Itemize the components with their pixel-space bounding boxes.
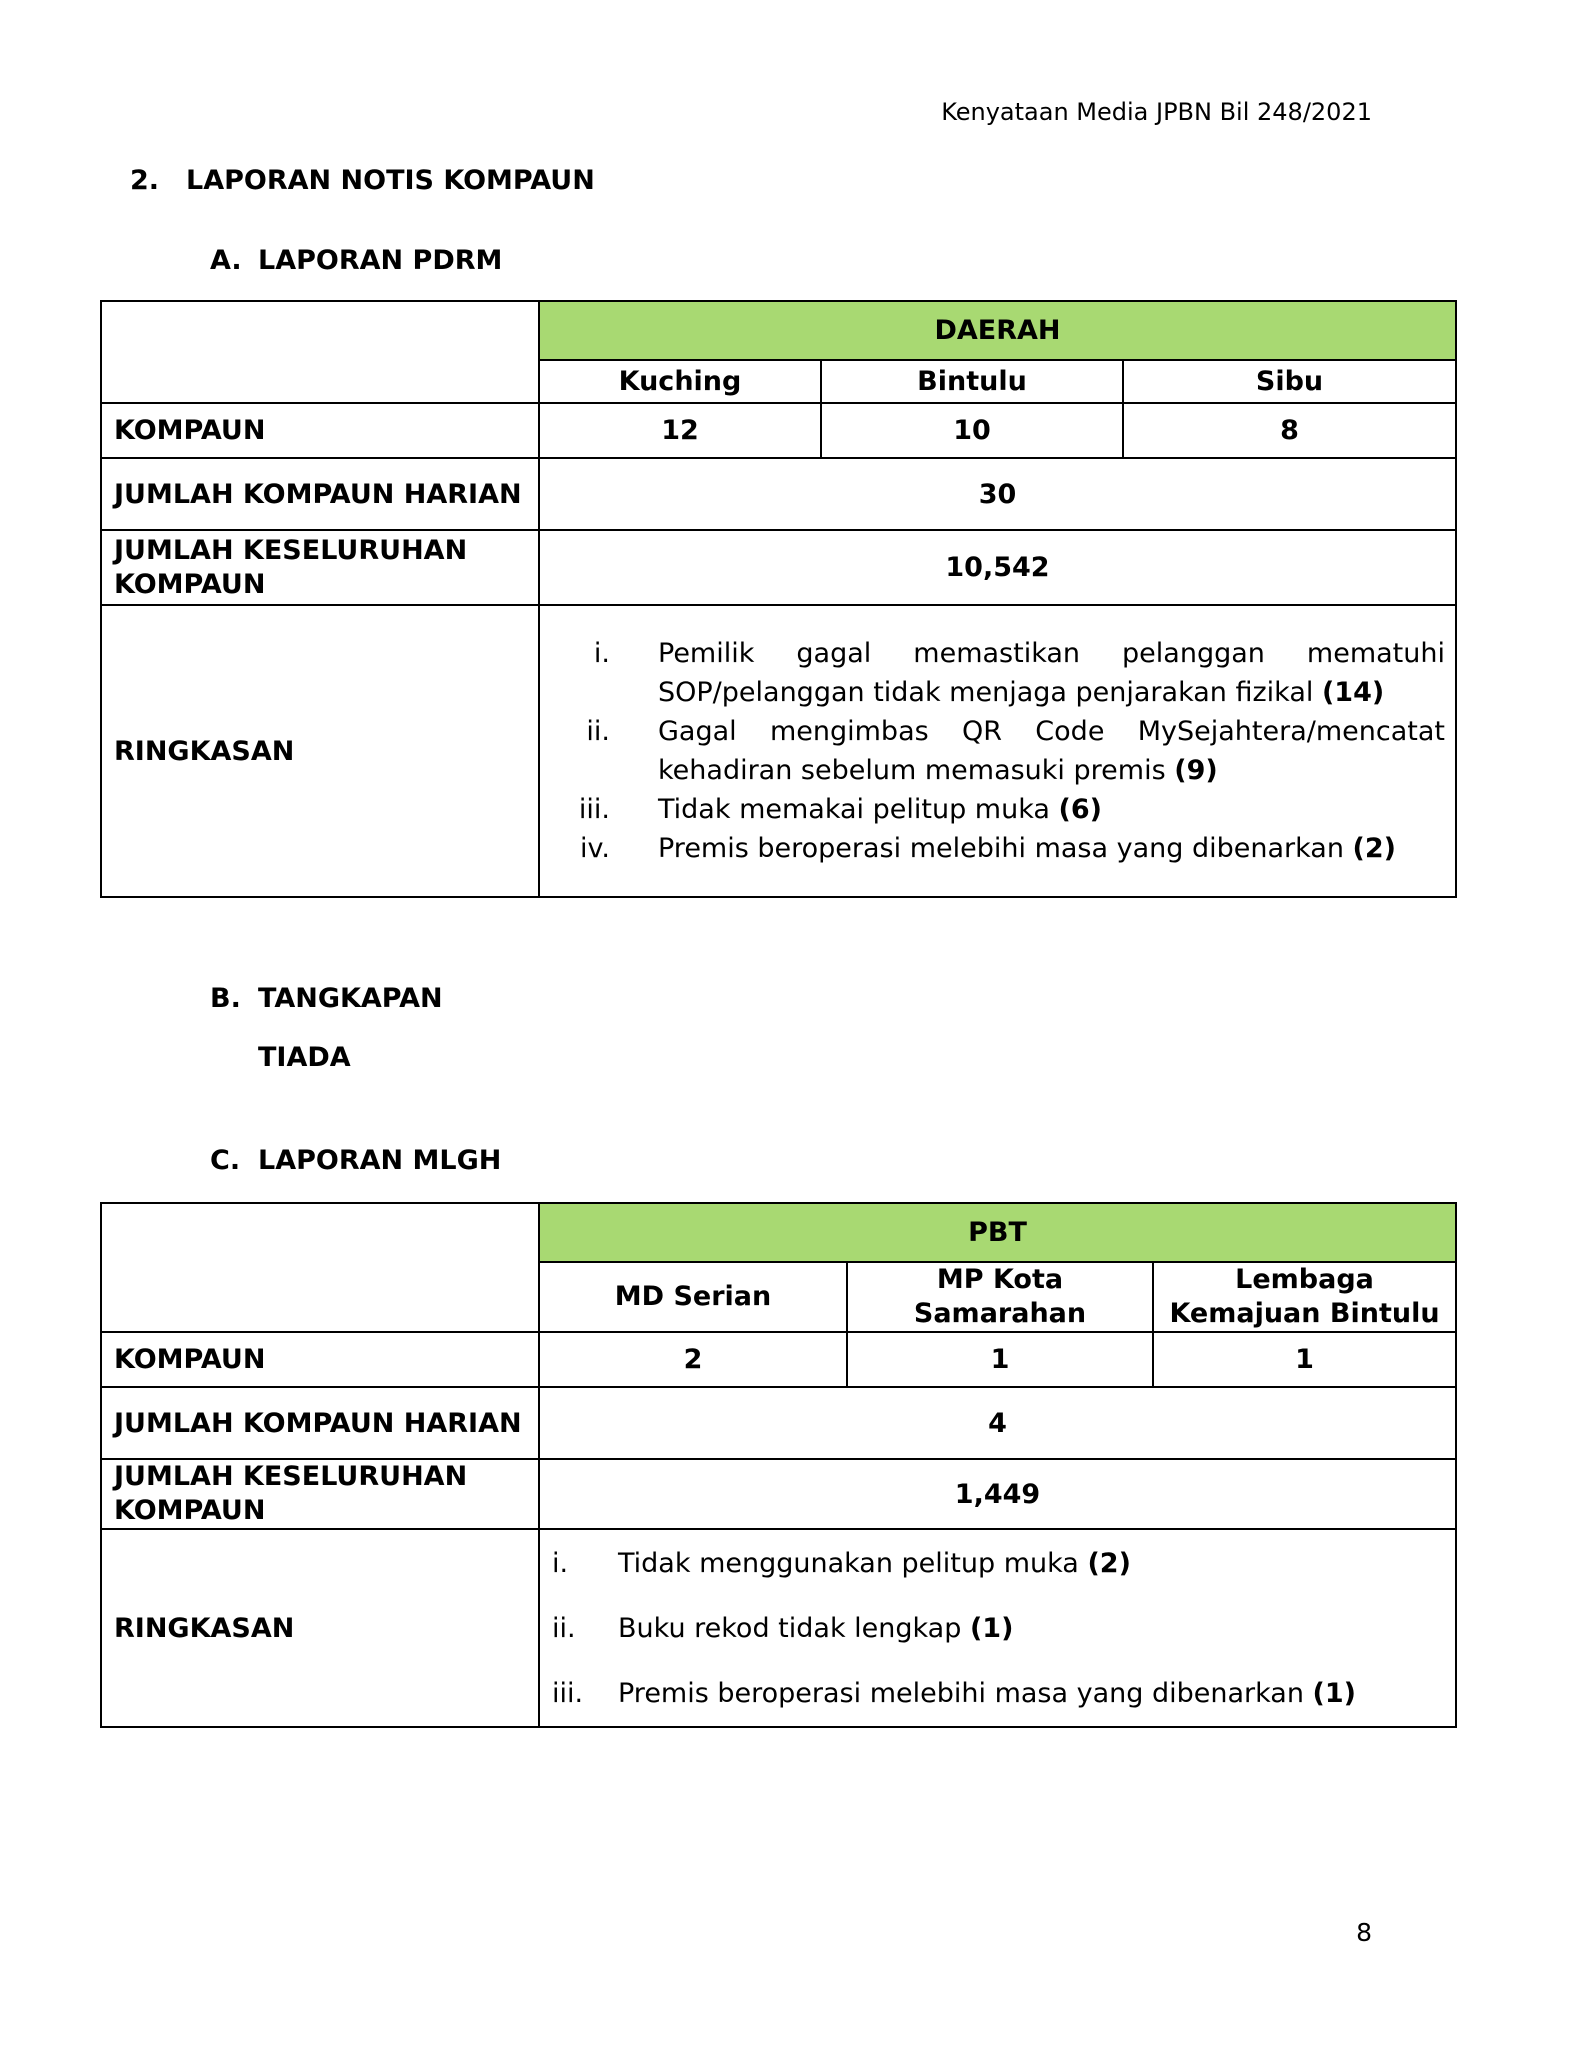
mlgh-col-header: MP Kota Samarahan	[847, 1262, 1153, 1332]
part-a-title: LAPORAN PDRM	[258, 245, 503, 276]
pdrm-keseluruhan-label	[101, 530, 539, 605]
pdrm-harian-label: JUMLAH KOMPAUN HARIAN	[101, 458, 539, 530]
list-item: iv. Premis beroperasi melebihi masa yang dibenarkan (2)	[580, 833, 1396, 864]
pdrm-kompaun-value: 8	[1123, 403, 1456, 458]
pdrm-ringkasan-cell	[539, 605, 1456, 897]
page-number: 8	[1356, 1918, 1372, 1947]
mlgh-ringkasan-list	[540, 1531, 1455, 1726]
part-c-heading	[210, 1145, 501, 1176]
mlgh-keseluruhan-label	[101, 1459, 539, 1529]
document-reference: Kenyataan Media JPBN Bil 248/2021	[941, 98, 1372, 126]
part-a-heading	[210, 245, 502, 276]
mlgh-col-header: MD Serian	[539, 1262, 847, 1332]
mlgh-ringkasan-label: RINGKASAN	[101, 1529, 539, 1727]
part-b-value: TIADA	[258, 1042, 351, 1073]
mlgh-ringkasan-cell	[539, 1529, 1456, 1727]
mlgh-col-header: Lembaga Kemajuan Bintulu	[1153, 1262, 1456, 1332]
section-title: LAPORAN NOTIS KOMPAUN	[186, 165, 595, 196]
mlgh-harian-label: JUMLAH KOMPAUN HARIAN	[101, 1387, 539, 1459]
pdrm-keseluruhan-label-line2: KOMPAUN	[114, 568, 266, 600]
pdrm-table	[100, 300, 1457, 898]
pdrm-col-header: Bintulu	[821, 360, 1123, 403]
pdrm-col-header: Kuching	[539, 360, 821, 403]
mlgh-group-header: PBT	[539, 1203, 1456, 1262]
part-b-letter: B.	[210, 983, 241, 1014]
part-c-title: LAPORAN MLGH	[258, 1145, 502, 1176]
pdrm-keseluruhan-label-line1: JUMLAH KESELURUHAN	[114, 534, 468, 566]
pdrm-ringkasan-list	[540, 634, 1455, 868]
mlgh-keseluruhan-label-line1: JUMLAH KESELURUHAN	[114, 1461, 468, 1492]
mlgh-corner-cell	[101, 1203, 539, 1332]
list-item: ii. Buku rekod tidak lengkap (1)	[552, 1612, 1014, 1644]
pdrm-harian-value: 30	[539, 458, 1456, 530]
pdrm-group-header: DAERAH	[539, 301, 1456, 360]
part-b-heading	[210, 983, 443, 1014]
part-c-letter: C.	[210, 1145, 241, 1176]
pdrm-kompaun-value: 10	[821, 403, 1123, 458]
mlgh-kompaun-label: KOMPAUN	[101, 1332, 539, 1387]
mlgh-table	[100, 1202, 1457, 1728]
list-item: iii. Premis beroperasi melebihi masa yang dibenarkan (1)	[552, 1677, 1356, 1709]
mlgh-kompaun-value: 1	[847, 1332, 1153, 1387]
section-heading	[130, 165, 595, 196]
pdrm-ringkasan-label: RINGKASAN	[101, 605, 539, 897]
list-item: iii. Tidak memakai pelitup muka (6)	[578, 794, 1102, 825]
list-item: i. Tidak menggunakan pelitup muka (2)	[552, 1547, 1131, 1579]
mlgh-harian-value: 4	[539, 1387, 1456, 1459]
list-item: ii. Gagal mengimbas QR Code MySejahtera/mencatat kehadiran sebelum memasuki premis (9)	[586, 716, 1445, 786]
list-item: i. Pemilik gagal memastikan pelanggan mematuhi SOP/pelanggan tidak menjaga penjarakan fizikal (14)	[593, 638, 1445, 708]
pdrm-col-header: Sibu	[1123, 360, 1456, 403]
pdrm-keseluruhan-value: 10,542	[539, 530, 1456, 605]
mlgh-keseluruhan-value: 1,449	[539, 1459, 1456, 1529]
part-b-title: TANGKAPAN	[258, 983, 443, 1014]
mlgh-kompaun-value: 1	[1153, 1332, 1456, 1387]
mlgh-kompaun-value: 2	[539, 1332, 847, 1387]
pdrm-kompaun-label: KOMPAUN	[101, 403, 539, 458]
part-a-letter: A.	[210, 245, 242, 276]
pdrm-kompaun-value: 12	[539, 403, 821, 458]
pdrm-corner-cell	[101, 301, 539, 403]
section-number: 2.	[130, 165, 160, 196]
mlgh-keseluruhan-label-line2: KOMPAUN	[114, 1495, 266, 1526]
